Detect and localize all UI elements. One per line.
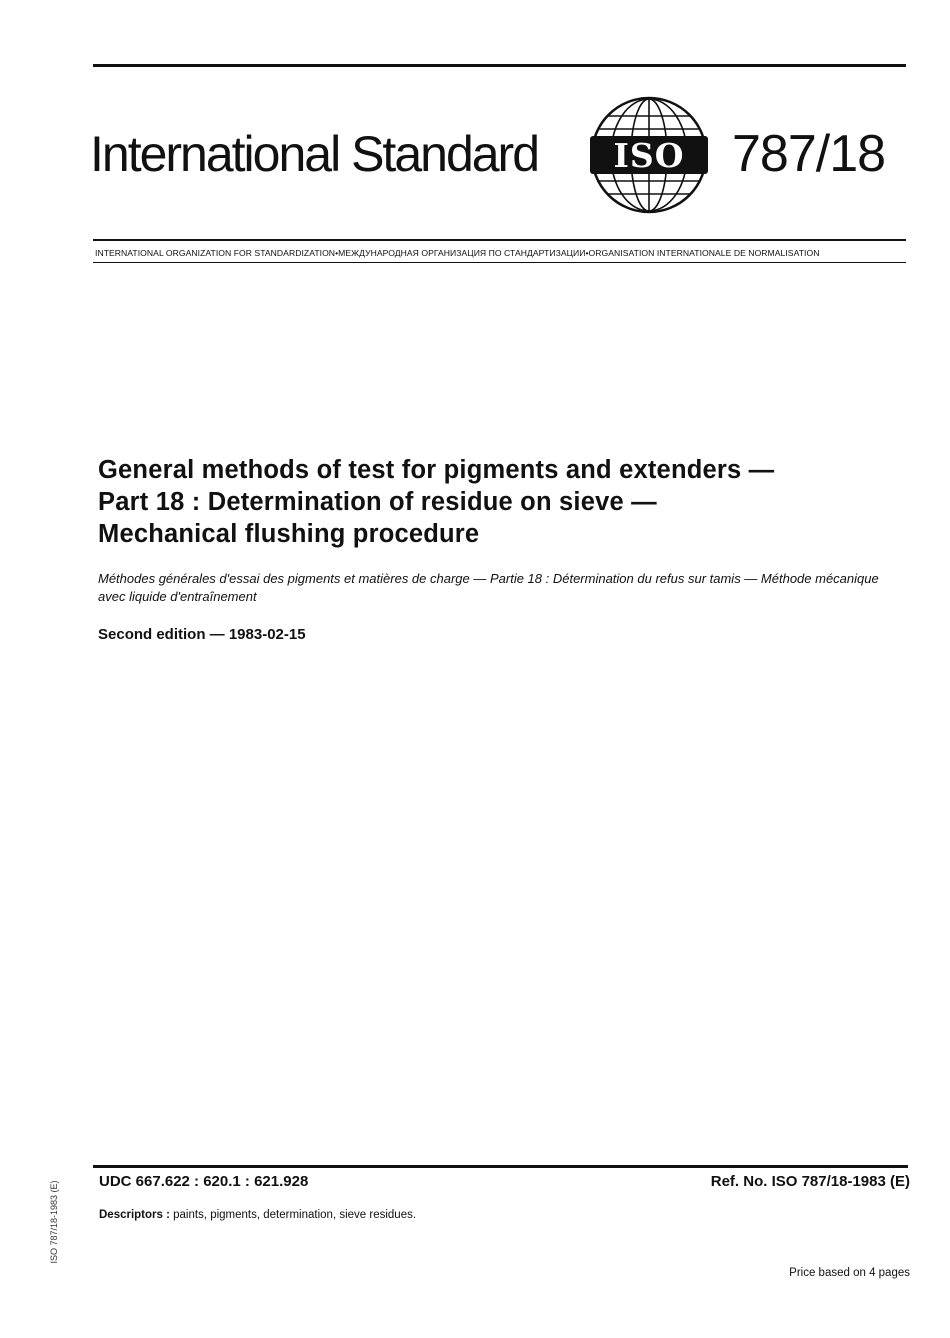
- organization-line: INTERNATIONAL ORGANIZATION FOR STANDARDIZATION•МЕЖДУНАРОДНАЯ ОРГАНИЗАЦИЯ ПО СТАНДАРТИЗАЦИИ•ORGANISATION INTERNATIONALE DE NORMALISATION: [95, 248, 820, 258]
- title-line-2: Part 18 : Determination of residue on sieve —: [98, 488, 657, 516]
- iso-logo-icon: [588, 94, 710, 216]
- descriptors-text: paints, pigments, determination, sieve residues.: [169, 1209, 417, 1221]
- descriptors: [99, 1209, 416, 1221]
- top-rule: [93, 64, 906, 67]
- french-title: Méthodes générales d'essai des pigments et matières de charge — Partie 18 : Détermination du refus sur tamis — Méthode mécanique avec liquide d'entraînement: [98, 571, 879, 604]
- header-rule-bottom: [93, 262, 906, 263]
- edition-line: Second edition — 1983-02-15: [98, 626, 306, 643]
- title-line-3: Mechanical flushing procedure: [98, 520, 480, 548]
- standard-number: 787/18: [732, 125, 886, 183]
- document-title: International Standard: [90, 126, 539, 182]
- header-rule-top: [93, 239, 906, 241]
- svg-text:ISO: ISO: [613, 136, 685, 175]
- udc-classification: UDC 667.622 : 620.1 : 621.928: [99, 1173, 309, 1190]
- reference-number: Ref. No. ISO 787/18-1983 (E): [710, 1173, 910, 1190]
- side-reference: ISO 787/18-1983 (E): [49, 1180, 59, 1264]
- title-line-1: General methods of test for pigments and extenders —: [98, 456, 775, 484]
- price-note: Price based on 4 pages: [789, 1267, 910, 1279]
- descriptors-label: Descriptors :: [99, 1209, 170, 1221]
- footer-rule: [93, 1165, 908, 1168]
